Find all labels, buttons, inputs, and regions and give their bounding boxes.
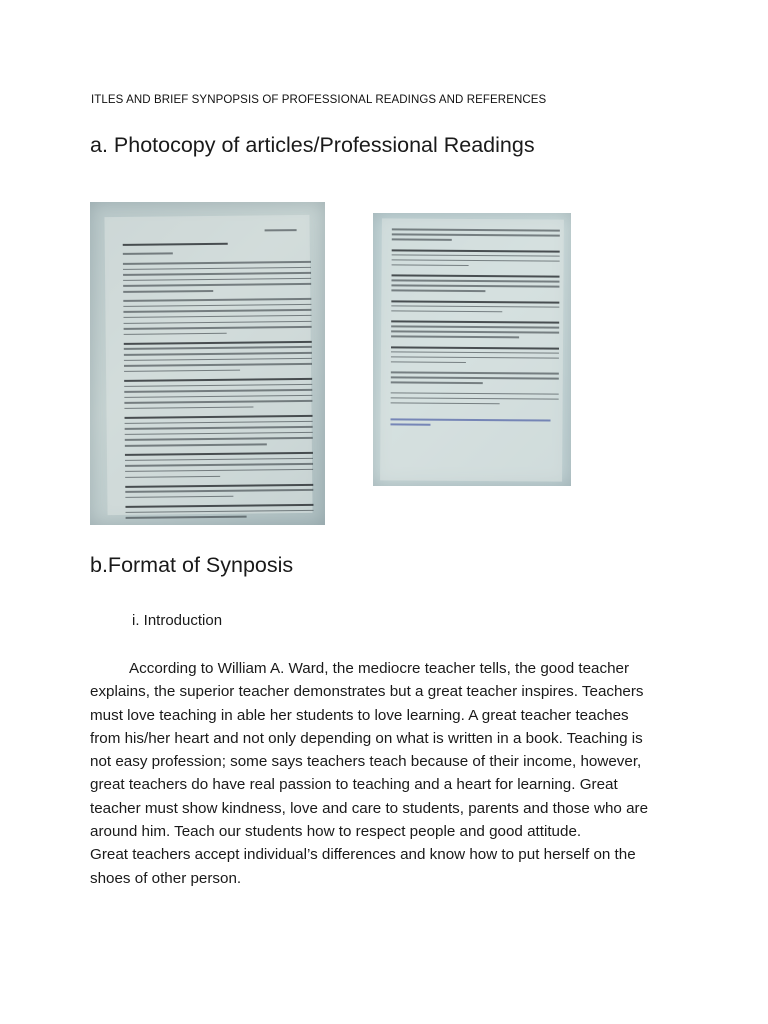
photocopy-text-line <box>391 346 559 349</box>
photocopy-text-line <box>124 369 240 372</box>
photocopy-text-line <box>392 228 560 231</box>
photocopy-image-2 <box>373 213 571 486</box>
photocopy-text-line <box>123 267 311 271</box>
photocopy-text-line <box>391 381 483 383</box>
photocopy-text-line <box>125 426 313 430</box>
photocopy-text-line <box>125 437 313 441</box>
photocopy-text-line <box>125 452 313 456</box>
photocopy-text-line <box>391 289 485 291</box>
photocopy-text-line <box>123 261 311 265</box>
photocopy-text-line <box>124 326 312 330</box>
photocopy-text-line <box>124 389 312 393</box>
paragraph-line: around him. Teach our students how to respect people and good attitude. <box>90 823 582 841</box>
photocopy-text-line <box>265 229 297 231</box>
photocopy-text-line <box>124 358 312 362</box>
paragraph-line: not easy profession; some says teachers teach because of their income, however, <box>90 753 642 771</box>
photocopy-text-line <box>125 458 313 462</box>
photocopy-text-line <box>391 397 559 400</box>
photocopy-text-line <box>123 315 311 319</box>
photocopy-text-line <box>391 402 500 404</box>
photocopy-text-line <box>125 484 313 488</box>
photocopy-text-line <box>124 332 227 335</box>
photocopy-text-line <box>125 496 233 499</box>
photocopy-text-line <box>124 400 312 404</box>
photocopy-text-line <box>392 259 560 262</box>
photocopy-text-line <box>126 516 247 519</box>
paragraph-line: explains, the superior teacher demonstrates but a great teacher inspires. Teachers <box>90 683 644 701</box>
photocopy-text-line <box>125 415 313 419</box>
introduction-paragraph <box>90 657 670 890</box>
photocopy-text-line <box>391 351 559 354</box>
photocopy-text-line <box>125 421 313 425</box>
paragraph-line: great teachers do have real passion to teaching and a heart for learning. Great <box>90 776 618 794</box>
photocopy-text-line <box>391 330 559 333</box>
photocopy-text-line <box>124 352 312 356</box>
paragraph-line: teacher must show kindness, love and care to students, parents and those who are <box>90 799 649 817</box>
photocopy-text-line <box>124 341 312 345</box>
introduction-subheading: i. Introduction <box>132 612 223 629</box>
photocopy-text-line <box>123 278 311 282</box>
photocopy-text-line <box>125 489 313 493</box>
paragraph-line: shoes of other person. <box>90 869 242 887</box>
photocopy-text-line <box>391 376 559 379</box>
photocopy-text-line <box>124 406 253 409</box>
paragraph-line: from his/her heart and not only depending on what is written in a book. Teaching is <box>90 729 643 747</box>
photocopy-page-2 <box>380 218 564 481</box>
photocopy-text-line <box>391 279 559 282</box>
photocopy-text-line <box>392 254 560 257</box>
photocopy-text-line <box>392 238 452 240</box>
photocopy-text-line <box>392 264 469 266</box>
photocopy-text-line <box>125 432 313 436</box>
photocopy-text-line <box>123 298 311 302</box>
photocopy-text-line <box>391 300 559 303</box>
paragraph-line: According to William A. Ward, the mediocre teacher tells, the good teacher <box>129 660 630 677</box>
photocopy-text-line <box>124 383 312 387</box>
photocopy-text-line <box>124 363 312 367</box>
photocopy-text-line <box>391 361 466 363</box>
photocopy-text-line <box>391 418 551 421</box>
photocopy-text-line <box>125 469 313 473</box>
document-heading: ITLES AND BRIEF SYNPOPSIS OF PROFESSIONAL READINGS AND REFERENCES <box>91 94 547 106</box>
paragraph-line: must love teaching in able her students to love learning. A great teacher teaches <box>90 706 629 724</box>
photocopy-text-line <box>123 283 311 287</box>
photocopy-text-line <box>391 284 559 287</box>
photocopy-text-line <box>123 304 311 308</box>
photocopy-text-line <box>391 392 559 395</box>
photocopy-text-line <box>126 509 314 513</box>
photocopy-text-line <box>391 356 559 359</box>
photocopy-text-line <box>391 371 559 374</box>
photocopy-text-line <box>125 463 313 467</box>
photocopy-text-line <box>391 310 502 312</box>
photocopy-text-line <box>124 320 312 324</box>
paragraph-line: Great teachers accept individual’s differences and know how to put herself on the <box>90 846 636 864</box>
photocopy-text-line <box>392 274 560 277</box>
photocopy-text-line <box>124 346 312 350</box>
photocopy-text-line <box>123 272 311 276</box>
photocopy-text-line <box>390 423 430 425</box>
photocopy-text-line <box>123 309 311 313</box>
photocopy-text-line <box>391 320 559 323</box>
photocopy-text-line <box>125 443 267 446</box>
photocopy-text-line <box>123 252 173 254</box>
photocopy-text-line <box>123 290 213 293</box>
photocopy-page-1 <box>104 215 312 515</box>
photocopy-text-line <box>391 305 559 308</box>
photocopy-text-line <box>124 378 312 382</box>
photocopy-text-line <box>125 504 313 508</box>
photocopy-image-1 <box>90 202 325 525</box>
photocopy-text-line <box>391 335 519 337</box>
photocopy-text-line <box>392 233 560 236</box>
section-a-title: a. Photocopy of articles/Professional Readings <box>90 133 535 157</box>
photocopy-text-line <box>391 325 559 328</box>
section-b-title: b.Format of Synposis <box>90 553 294 577</box>
photocopy-text-line <box>125 475 220 478</box>
photocopy-text-line <box>124 395 312 399</box>
photocopy-text-line <box>392 249 560 252</box>
photocopy-text-line <box>123 243 228 246</box>
